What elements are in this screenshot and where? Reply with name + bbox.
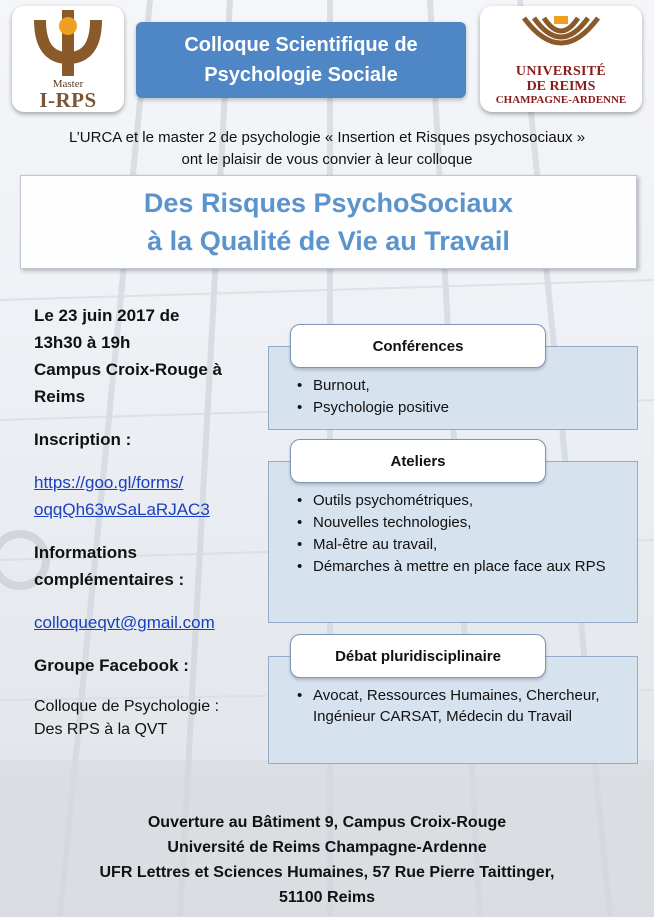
list-item: • Outils psychométriques, <box>269 490 637 511</box>
ateliers-list <box>269 490 637 577</box>
ateliers-box <box>268 461 638 623</box>
list-item: • Mal-être au travail, <box>269 534 637 555</box>
invitation-line-1: L’URCA et le master 2 de psychologie « Insertion et Risques psychosociaux » <box>68 129 586 146</box>
logo-irps-text: I-RPS <box>39 88 97 112</box>
logo-master-text: Master <box>52 78 84 90</box>
inscription-link-line-2[interactable]: oqqQh63wSaLaRJAC3 <box>34 500 210 519</box>
list-item: • Avocat, Ressources Humaines, Chercheur, Ingénieur CARSAT, Médecin du Travail <box>269 685 637 727</box>
headline-box <box>20 175 637 269</box>
facebook-group-line-2: Des RPS à la QVT <box>34 721 168 738</box>
footer-line-4: 51100 Reims <box>278 889 376 906</box>
list-item: • Psychologie positive <box>269 397 637 418</box>
urca-logo <box>480 6 642 112</box>
urca-universite-text: UNIVERSITÉ <box>515 64 607 79</box>
list-item: • Burnout, <box>269 375 637 396</box>
urca-arches-icon <box>480 6 642 64</box>
debat-list <box>269 685 637 727</box>
urca-reims-text: DE REIMS <box>526 79 596 94</box>
inscription-link[interactable] <box>34 469 274 523</box>
ateliers-label: Ateliers <box>290 439 546 483</box>
invitation-line-2: ont le plaisir de vous convier à leur colloque <box>181 151 473 168</box>
inscription-link-line-1[interactable]: https://goo.gl/forms/ <box>34 473 184 492</box>
conferences-label: Conférences <box>290 324 546 368</box>
invitation-text <box>0 127 654 171</box>
more-info-line-2: complémentaires : <box>34 570 185 589</box>
conferences-list <box>269 375 637 418</box>
list-item: • Démarches à mettre en place face aux RPS <box>269 556 637 577</box>
event-date-line-1: Le 23 juin 2017 de <box>34 306 180 325</box>
debat-label: Débat pluridisciplinaire <box>290 634 546 678</box>
venue-footer <box>0 810 654 910</box>
title-banner <box>136 22 466 98</box>
inscription-label: Inscription : <box>34 430 132 449</box>
headline-line-2: à la Qualité de Vie au Travail <box>147 226 510 256</box>
event-place-line-1: Campus Croix-Rouge à <box>34 360 222 379</box>
contact-email-link[interactable]: colloqueqvt@gmail.com <box>34 613 215 632</box>
list-item: • Nouvelles technologies, <box>269 512 637 533</box>
footer-line-3: UFR Lettres et Sciences Humaines, 57 Rue Pierre Taittinger, <box>99 864 555 881</box>
facebook-group-line-1: Colloque de Psychologie : <box>34 698 220 715</box>
footer-line-1: Ouverture au Bâtiment 9, Campus Croix-Rouge <box>147 814 507 831</box>
event-place-line-2: Reims <box>34 387 86 406</box>
headline-line-1: Des Risques PsychoSociaux <box>143 188 514 218</box>
event-info-column <box>34 302 274 741</box>
title-line-1: Colloque Scientifique de <box>184 34 418 56</box>
facebook-label: Groupe Facebook : <box>34 656 189 675</box>
title-line-2: Psychologie Sociale <box>204 64 398 86</box>
psi-logo-icon <box>12 6 124 81</box>
more-info-line-1: Informations <box>34 543 137 562</box>
footer-line-2: Université de Reims Champagne-Ardenne <box>167 839 487 856</box>
master-irps-logo <box>12 6 124 112</box>
event-date-line-2: 13h30 à 19h <box>34 333 131 352</box>
urca-region-text: CHAMPAGNE-ARDENNE <box>495 94 627 106</box>
